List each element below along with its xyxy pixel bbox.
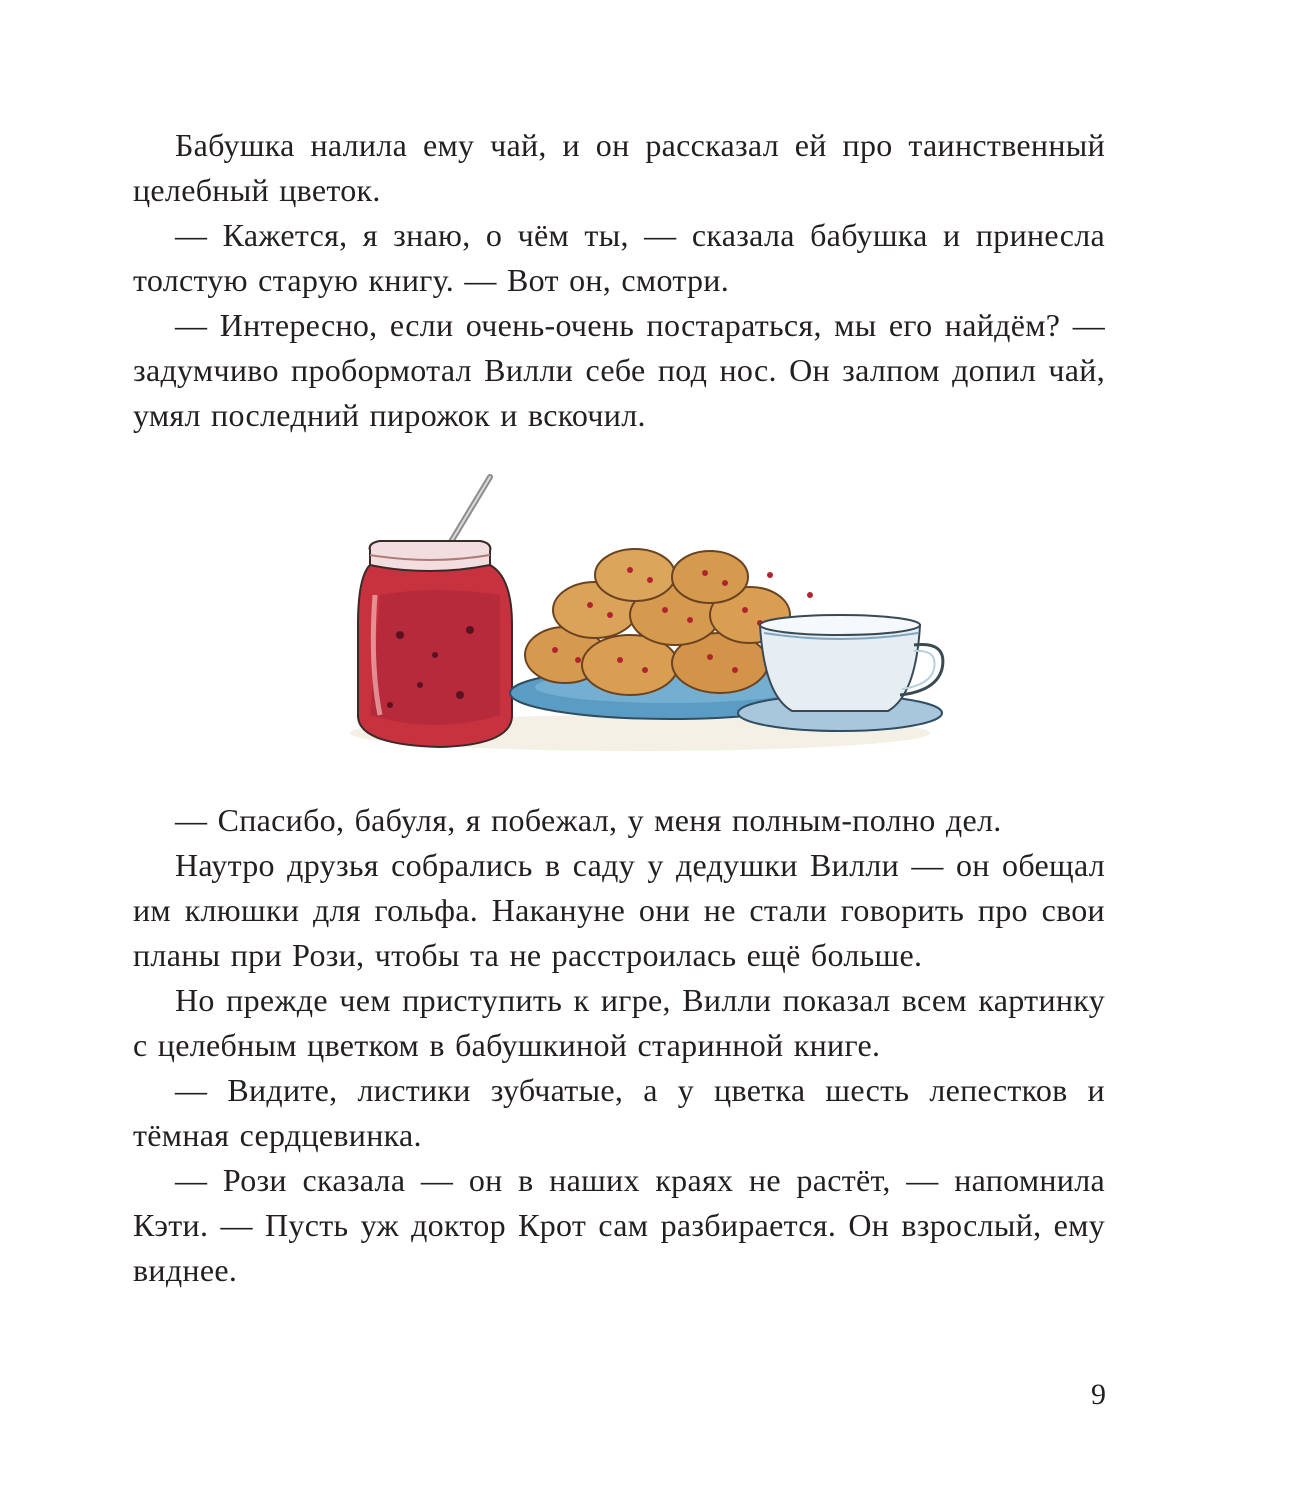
paragraph: Наутро друзья собрались в саду у дедушки Вилли — он обещал им клюшки для гольфа. Накануне они не стали говорить про свои планы при Рози, чтобы та не расстроилась ещё больше. [133,847,1105,973]
paragraph: — Спасибо, бабуля, я побежал, у меня полным-полно дел. [175,802,1002,838]
paragraph: — Рози сказала — он в наших краях не растёт, — напомнила Кэти. — Пусть уж доктор Крот сам разбирается. Он взрослый, ему виднее. [133,1162,1105,1288]
text-block-bottom [133,798,1105,1293]
paragraph: — Кажется, я знаю, о чём ты, — сказала бабушка и принесла толстую старую книгу. — Вот он, смотри. [133,217,1105,298]
jam-buns-tea-illustration [340,465,950,760]
paragraph: Бабушка налила ему чай, и он рассказал ей про таинственный целебный цветок. [133,127,1105,208]
paragraph: — Интересно, если очень-очень постараться, мы его найдём? — задумчиво пробормотал Вилли себе под нос. Он залпом допил чай, умял последний пирожок и вскочил. [133,307,1105,433]
paragraph: — Видите, листики зубчатые, а у цветка шесть лепестков и тёмная сердцевинка. [133,1072,1105,1153]
paragraph: Но прежде чем приступить к игре, Вилли показал всем картинку с целебным цветком в бабушкиной старинной книге. [133,982,1105,1063]
page-number: 9 [1091,1378,1106,1411]
text-block-top [133,123,1105,438]
